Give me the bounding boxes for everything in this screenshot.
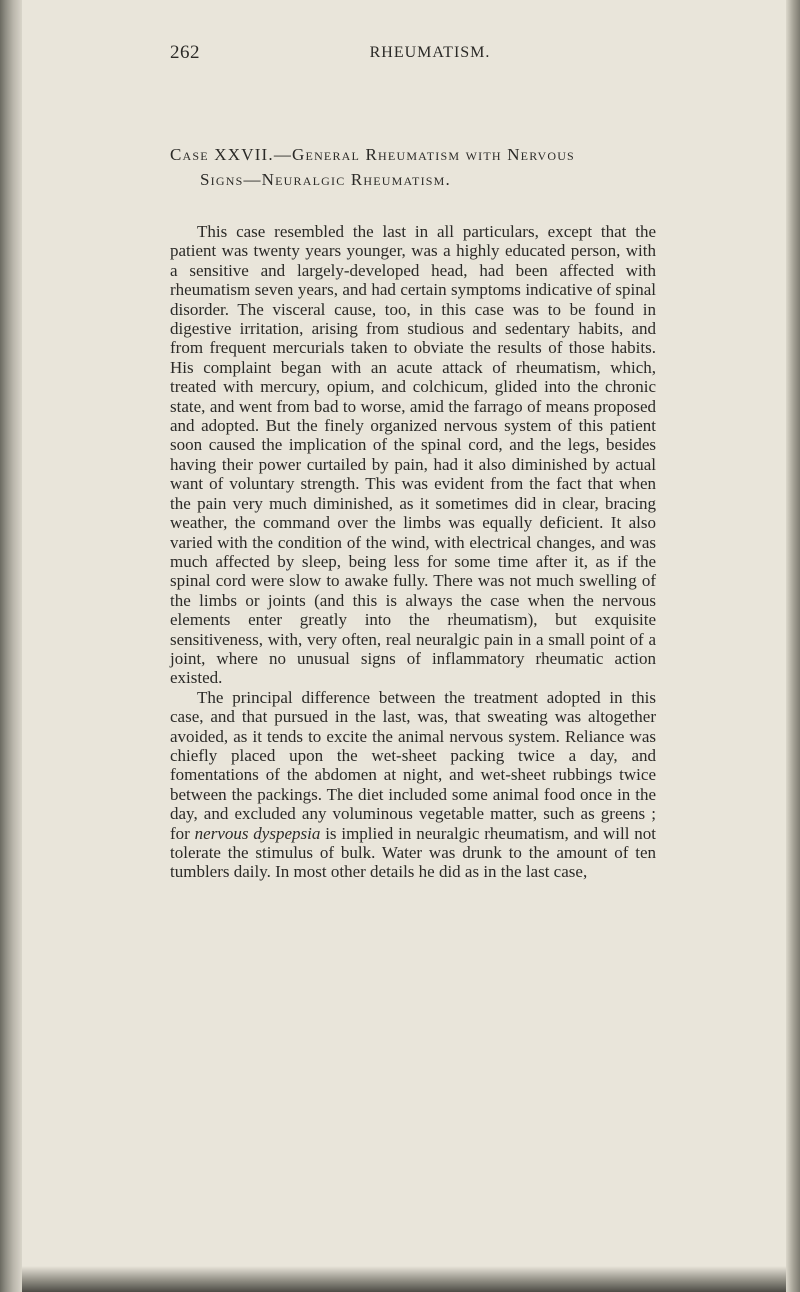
page-bottom-edge <box>22 1266 786 1292</box>
page-header <box>170 42 650 72</box>
running-head: RHEUMATISM. <box>369 44 491 61</box>
page-number: 262 <box>170 42 200 63</box>
case-title <box>170 142 650 192</box>
paragraph-2-italic: nervous dyspepsia <box>194 823 321 843</box>
paragraph-2 <box>170 688 656 882</box>
paragraph-1: This case resembled the last in all particulars, except that the patient was twenty years younger, was a highly educated person, with a sensitive and largely-developed head, had been affected with rheumatism seven years, and had certain symptoms indicative of spinal disorder. The visceral cause, too, in this case was to be found in digestive irritation, arising from studious and sedentary habits, and from frequent mercurials taken to obviate the results of those habits. His complaint began with an acute attack of rheumatism, which, treated with mercury, opium, and colchicum, glided into the chronic state, and went from bad to worse, amid the farrago of means proposed and adopted. But the finely organized nervous system of this patient soon caused the implication of the spinal cord, and the legs, besides having their power curtailed by pain, had it also diminished by actual want of voluntary strength. This was evident from the fact that when the pain very much diminished, as it sometimes did in clear, bracing weather, the command over the limbs was equally deficient. It also varied with the condition of the wind, with electrical changes, and was much affected by sleep, being less for some time after it, as if the spinal cord were slow to awake fully. There was not much swelling of the limbs or joints (and this is always the case when the nervous elements enter greatly into the rheumatism), but exquisite sensitiveness, with, very often, real neuralgic pain in a small point of a joint, where no unusual signs of inflammatory rheumatic action existed. <box>170 222 656 688</box>
body-text <box>170 222 656 882</box>
book-edge-right <box>786 0 800 1292</box>
paragraph-2-part-2: is implied in neuralgic rheumatism, and will not tolerate the stimulus of bulk. Water was drunk to the amount of ten tumblers daily. In most other details he did as in the last case, <box>170 823 656 882</box>
book-gutter-left <box>0 0 22 1292</box>
case-title-line-1: Case XXVII.—General Rheumatism with Nervous <box>170 145 575 164</box>
paragraph-2-part-1: The principal difference between the treatment adopted in this case, and that pursued in the last, was, that sweating was altogether avoided, as it tends to excite the animal nervous system. Reliance was chiefly placed upon the wet-sheet packing twice a day, and fomentations of the abdomen at night, and wet-sheet rubbings twice between the packings. The diet included some animal food once in the day, and excluded any voluminous vegetable matter, such as greens ; for <box>170 687 656 843</box>
case-title-line-2: Signs—Neuralgic Rheumatism. <box>200 170 451 189</box>
